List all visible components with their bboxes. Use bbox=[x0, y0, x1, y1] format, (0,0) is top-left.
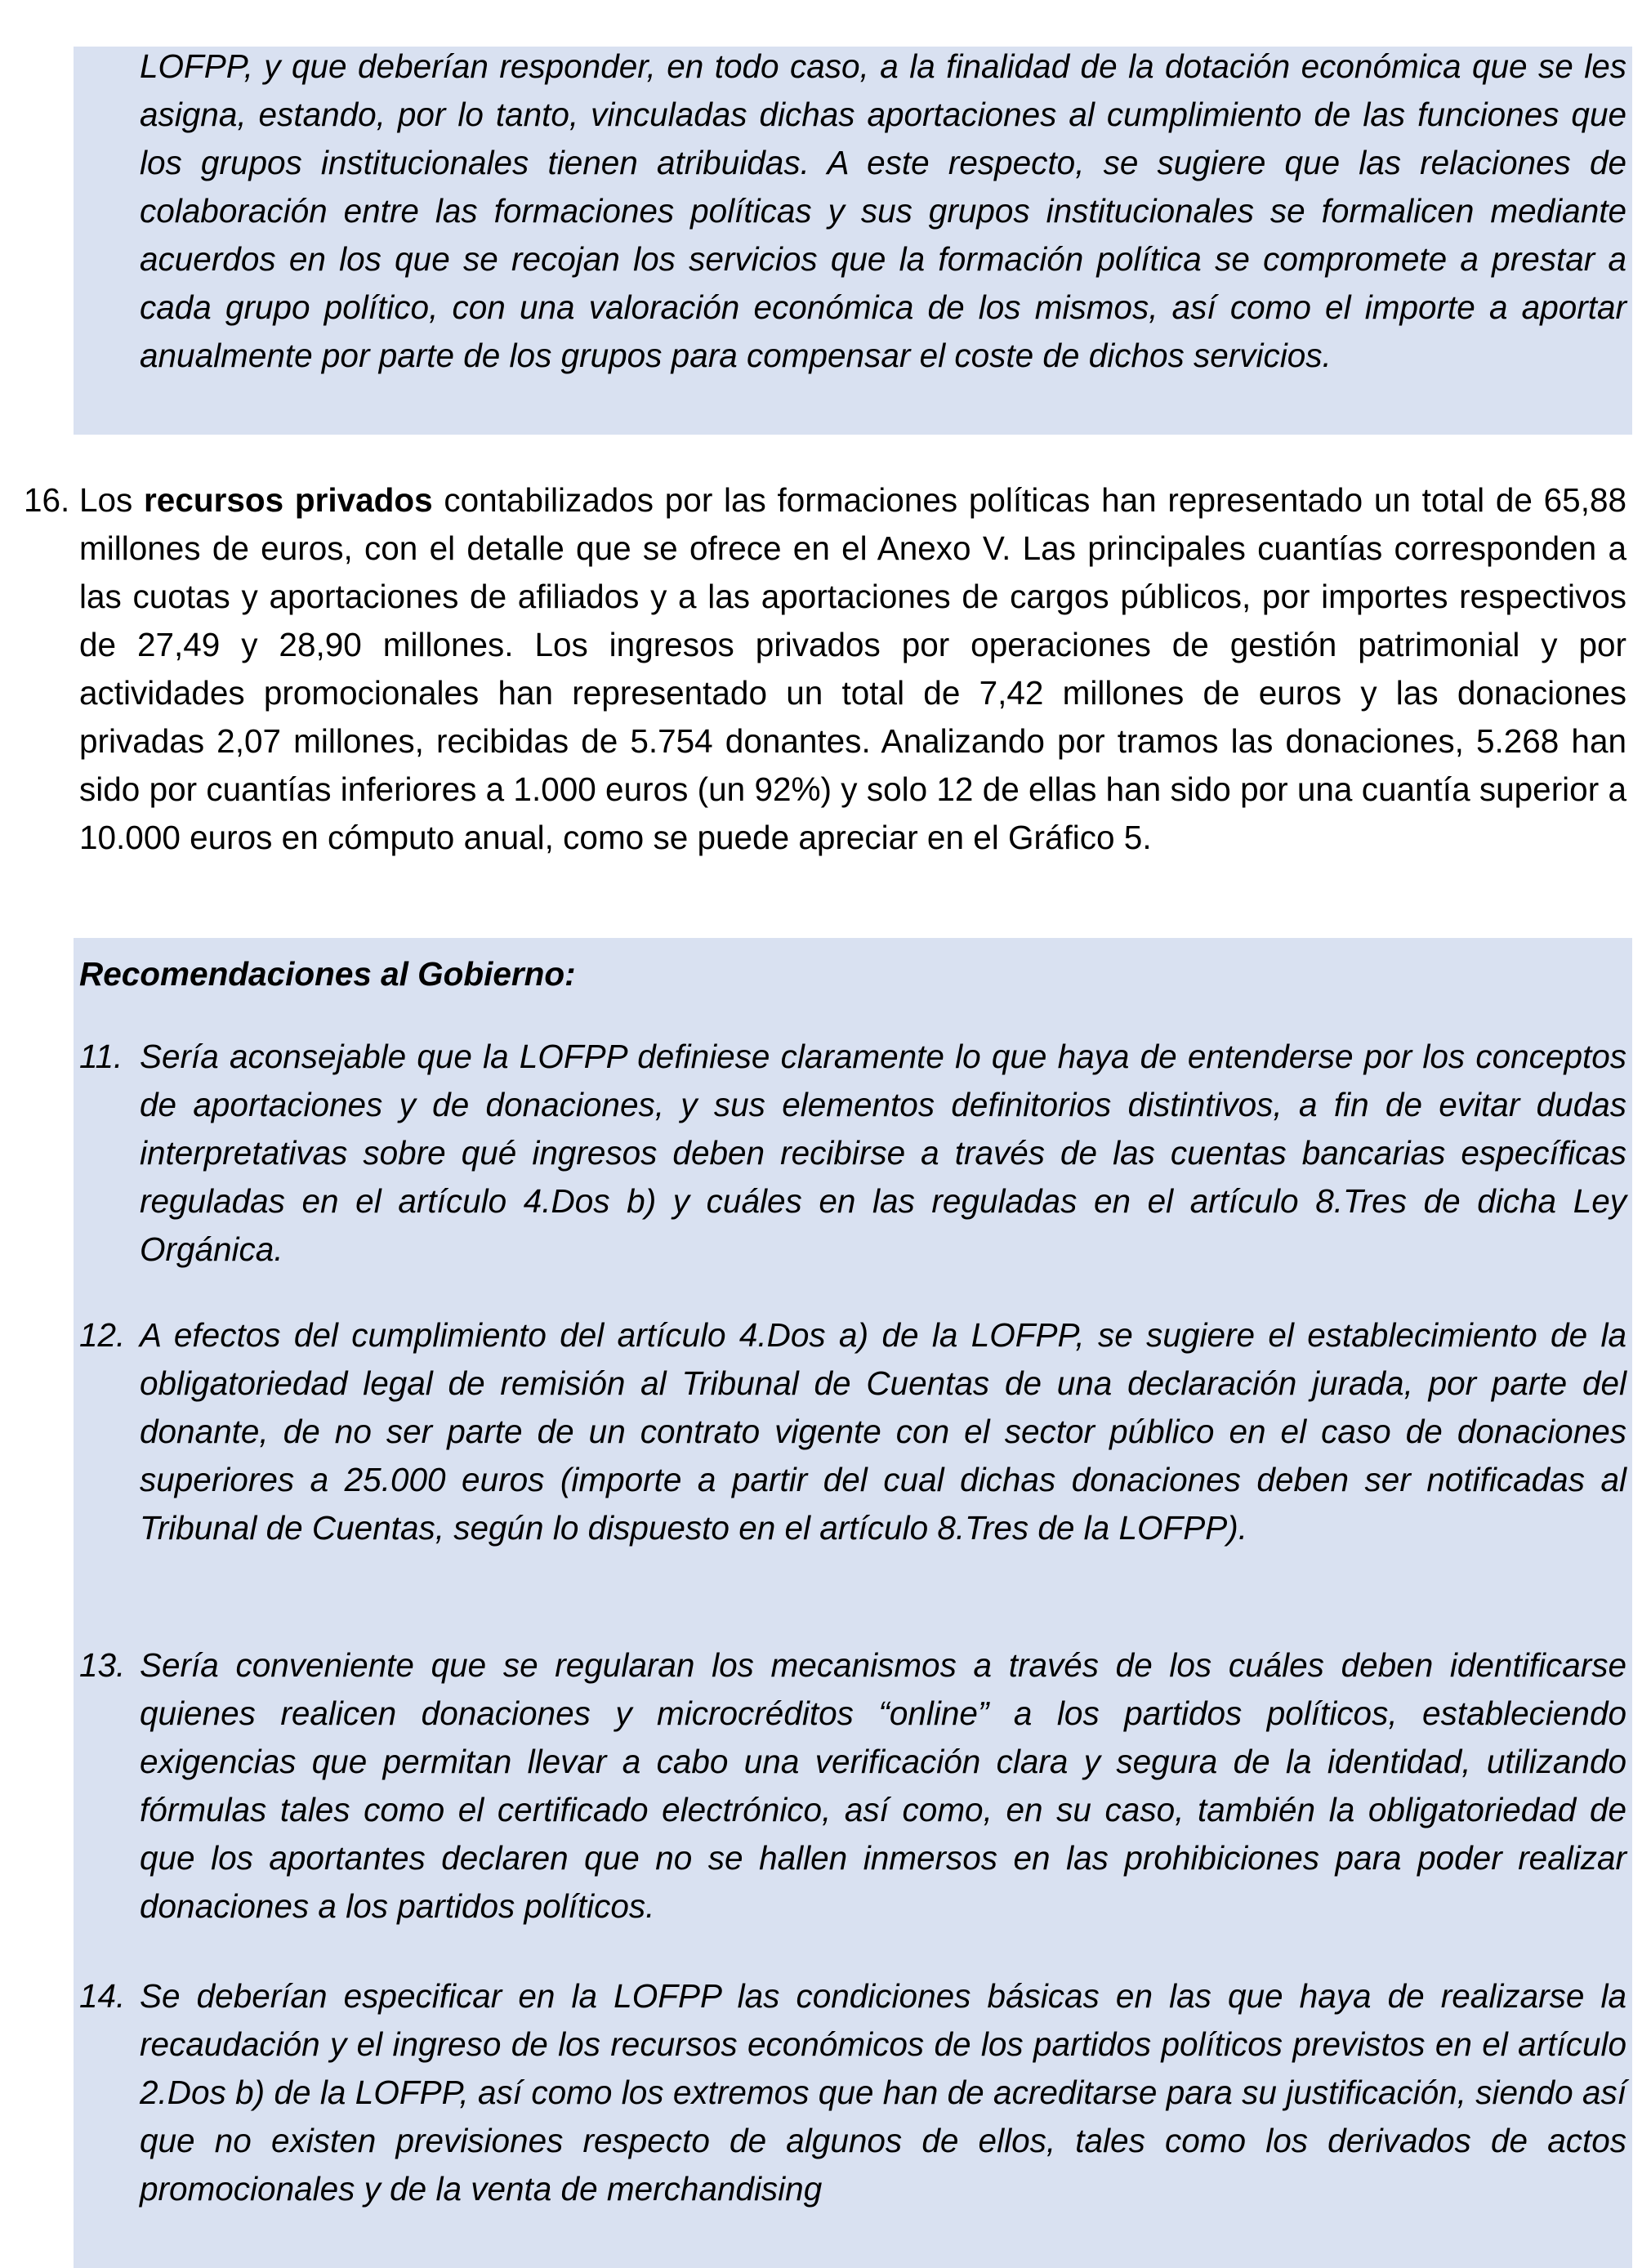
paragraph-body bbox=[79, 476, 1626, 862]
recommendation-number: 13. bbox=[79, 1646, 126, 1684]
continued-paragraph: LOFPP, y que deberían responder, en todo caso, a la finalidad de la dotación económica que se les asigna, estando, por lo tanto, vinculadas dichas aportaciones al cumplimiento de las funciones que los grupos institucionales tienen atribuidas. A este respecto, se sugiere que las relaciones de colaboración entre las formaciones políticas y sus grupos institucionales se formalicen mediante acuerdos en los que se recojan los servicios que la formación política se compromete a prestar a cada grupo político, con una valoración económica de los mismos, así como el importe a aportar anualmente por parte de los grupos para compensar el coste de dichos servicios. bbox=[140, 47, 1626, 374]
paragraph-rest: contabilizados por las formaciones políticas han representado un total de 65,88 millones de euros, con el detalle que se ofrece en el Anexo V. Las principales cuantías corresponden a las cuotas y aportaciones de afiliados y a las aportaciones de cargos públicos, por importes respectivos de 27,49 y 28,90 millones. Los ingresos privados por operaciones de gestión patrimonial y por actividades promocionales han representado un total de 7,42 millones de euros y las donaciones privadas 2,07 millones, recibidas de 5.754 donantes. Analizando por tramos las donaciones, 5.268 han sido por cuantías inferiores a 1.000 euros (un 92%) y solo 12 de ellas han sido por una cuantía superior a 10.000 euros en cómputo anual, como se puede apreciar en el Gráfico 5. bbox=[79, 481, 1626, 856]
paragraph-number: 16. bbox=[24, 481, 70, 519]
continued-recommendation-text bbox=[140, 42, 1626, 380]
recommendation-text: Se deberían especificar en la LOFPP las condiciones básicas en las que haya de realizarse la recaudación y el ingreso de los recursos económicos de los partidos políticos previstos en el artículo 2.Dos b) de la LOFPP, así como los extremos que han de acreditarse para su justificación, siendo así que no existen previsiones respecto de algunos de ellos, tales como los derivados de actos promocionales y de la venta de merchandising bbox=[140, 1977, 1626, 2208]
recommendation-text: A efectos del cumplimiento del artículo 4.Dos a) de la LOFPP, se sugiere el establecimiento de la obligatoriedad legal de remisión al Tribunal de Cuentas de una declaración jurada, por parte del donante, de no ser parte de un contrato vigente con el sector público en el caso de donaciones superiores a 25.000 euros (importe a partir del cual dichas donaciones deben ser notificadas al Tribunal de Cuentas, según lo dispuesto en el artículo 8.Tres de la LOFPP). bbox=[140, 1316, 1626, 1547]
recommendation-number: 12. bbox=[79, 1316, 126, 1354]
recommendation-number: 11. bbox=[79, 1038, 123, 1075]
recommendation-text: Sería aconsejable que la LOFPP definiese claramente lo que haya de entenderse por los conceptos de aportaciones y de donaciones, y sus elementos definitorios distintivos, a fin de evitar dudas interpretativas sobre qué ingresos deben recibirse a través de las cuentas bancarias específicas reguladas en el artículo 4.Dos b) y cuáles en las reguladas en el artículo 8.Tres de dicha Ley Orgánica. bbox=[140, 1038, 1626, 1268]
recommendation-text: Sería conveniente que se regularan los mecanismos a través de los cuáles deben identificarse quienes realicen donaciones y microcréditos “online” a los partidos políticos, estableciendo exigencias que permitan llevar a cabo una verificación clara y segura de la identidad, utilizando fórmulas tales como el certificado electrónico, así como, en su caso, también la obligatoriedad de que los aportantes declaren que no se hallen inmersos en las prohibiciones para poder realizar donaciones a los partidos políticos. bbox=[140, 1646, 1626, 1925]
recommendations-title: Recomendaciones al Gobierno: bbox=[79, 955, 576, 993]
paragraph-bold-term: recursos privados bbox=[144, 481, 433, 519]
recommendation-number: 14. bbox=[79, 1977, 126, 2015]
paragraph-lead: Los bbox=[79, 481, 145, 519]
